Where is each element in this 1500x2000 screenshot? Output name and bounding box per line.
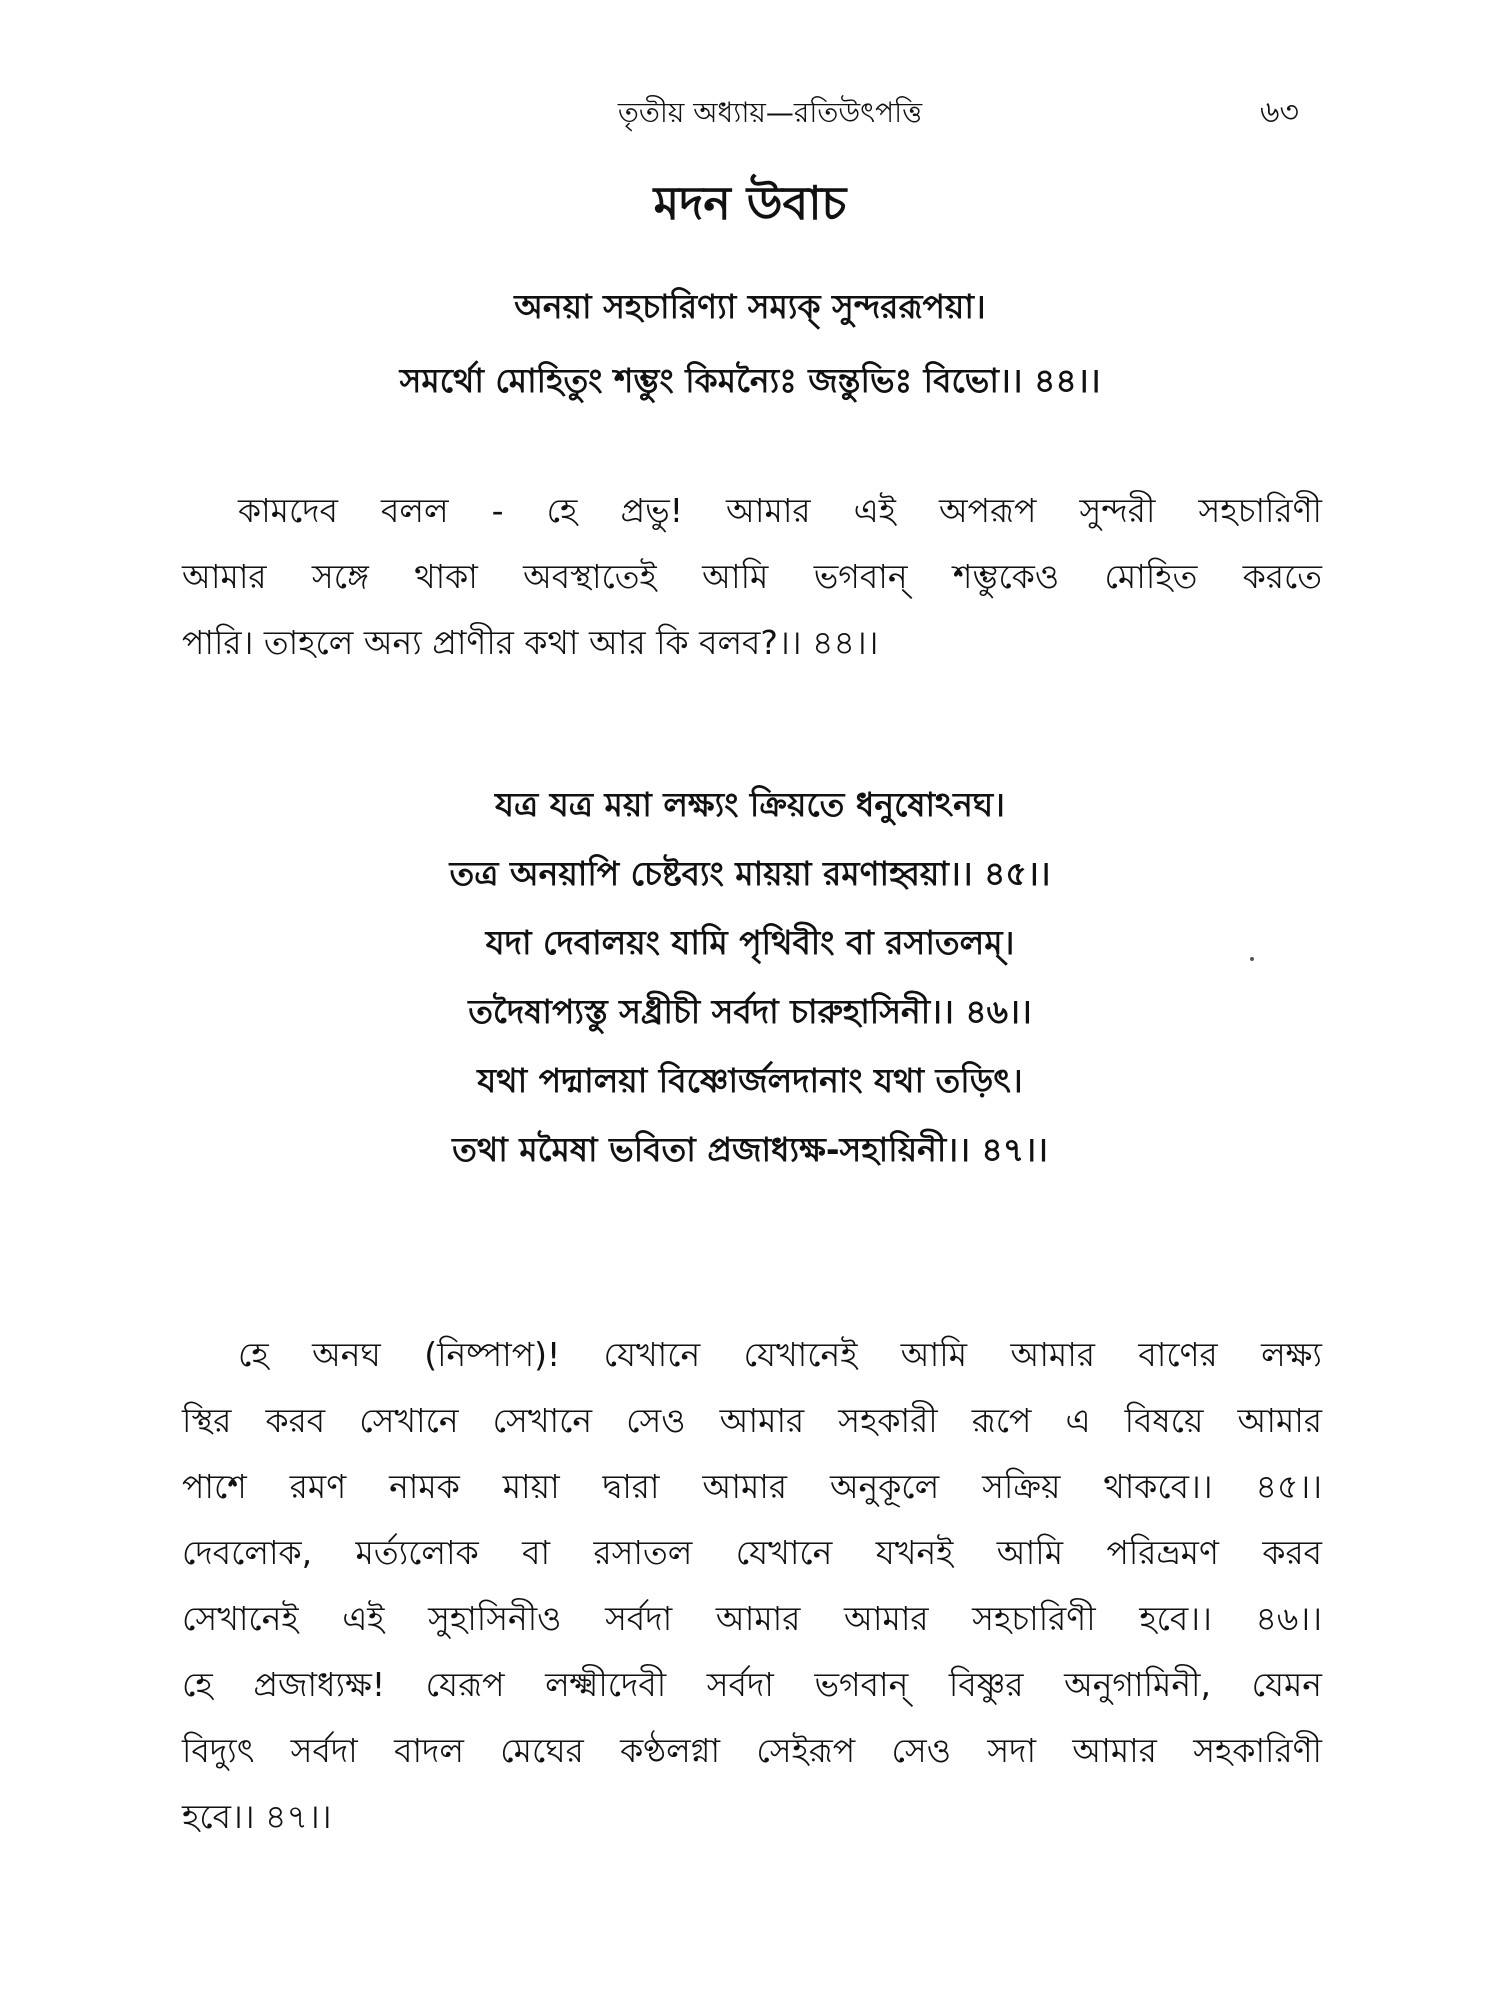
verse-line: তথা মমৈষা ভবিতা প্রজাধ্যক্ষ-সহায়িনী।। ৪৭।। xyxy=(452,1130,1048,1169)
print-speck xyxy=(1250,957,1254,961)
verse-line: যত্র যত্র ময়া লক্ষ্যং ক্রিয়তে ধনুষোঽনঘ। xyxy=(495,785,1005,824)
page-number: ৬৩ xyxy=(1260,95,1300,130)
prose-line: দেবলোক, মর্ত্যলোক বা রসাতল যেখানে যখনই আমি পরিভ্রমণ করব xyxy=(182,1533,1322,1572)
prose-line: হে অনঘ (নিষ্পাপ)! যেখানে যেখানেই আমি আমার বাণের লক্ষ্য xyxy=(238,1335,1322,1374)
prose-line: স্থির করব সেখানে সেখানে সেও আমার সহকারী রূপে এ বিষয়ে আমার xyxy=(182,1401,1322,1440)
prose-line: বিদ্যুৎ সর্বদা বাদল মেঘের কণ্ঠলগ্না সেইরূপ সেও সদা আমার সহকারিণী xyxy=(182,1731,1322,1770)
prose-line: কামদেব বলল - হে প্রভু! আমার এই অপরূপ সুন্দরী সহচারিণী xyxy=(238,491,1322,530)
verse-line: যথা পদ্মালয়া বিষ্ণোর্জলদানাং যথা তড়িৎ। xyxy=(477,1061,1023,1100)
running-title: তৃতীয় অধ্যায়—রতিউৎপত্তি xyxy=(617,96,923,129)
prose-line: পারি। তাহলে অন্য প্রাণীর কথা আর কি বলব?।। ৪৪।। xyxy=(182,623,879,662)
prose-line: হবে।। ৪৭।। xyxy=(182,1797,332,1836)
prose-line: আমার সঙ্গে থাকা অবস্থাতেই আমি ভগবান্ শম্ভুকেও মোহিত করতে xyxy=(182,557,1322,596)
verse-block-44 xyxy=(0,270,1500,418)
verse-line: তত্র অনয়াপি চেষ্টব্যং মায়য়া রমণাহ্বয়া।। ৪৫।। xyxy=(449,854,1051,893)
verse-block-45-47 xyxy=(0,770,1500,1184)
section-heading: মদন উবাচ xyxy=(653,176,847,230)
verse-line: যদা দেবালয়ং যামি পৃথিবীং বা রসাতলম্। xyxy=(485,923,1015,962)
translation-paragraph-44 xyxy=(182,478,1322,676)
verse-line: অনয়া সহচারিণ্যা সম্যক্ সুন্দররূপয়া। xyxy=(514,287,986,326)
verse-line: তদৈষাপ্যস্তু সধ্রীচী সর্বদা চারুহাসিনী।। ৪৬।। xyxy=(468,992,1032,1031)
page-header xyxy=(0,88,1500,138)
verse-line: সমর্থো মোহিতুং শম্ভুং কিমন্যৈঃ জন্তুভিঃ বিভো।। ৪৪।। xyxy=(399,361,1101,400)
prose-line: পাশে রমণ নামক মায়া দ্বারা আমার অনুকূলে সক্রিয় থাকবে।। ৪৫।। xyxy=(182,1467,1322,1506)
prose-line: হে প্রজাধ্যক্ষ! যেরূপ লক্ষ্মীদেবী সর্বদা ভগবান্ বিষ্ণুর অনুগামিনী, যেমন xyxy=(182,1665,1322,1704)
translation-paragraph-45-47 xyxy=(182,1322,1322,1850)
prose-line: সেখানেই এই সুহাসিনীও সর্বদা আমার আমার সহচারিণী হবে।। ৪৬।। xyxy=(182,1599,1322,1638)
